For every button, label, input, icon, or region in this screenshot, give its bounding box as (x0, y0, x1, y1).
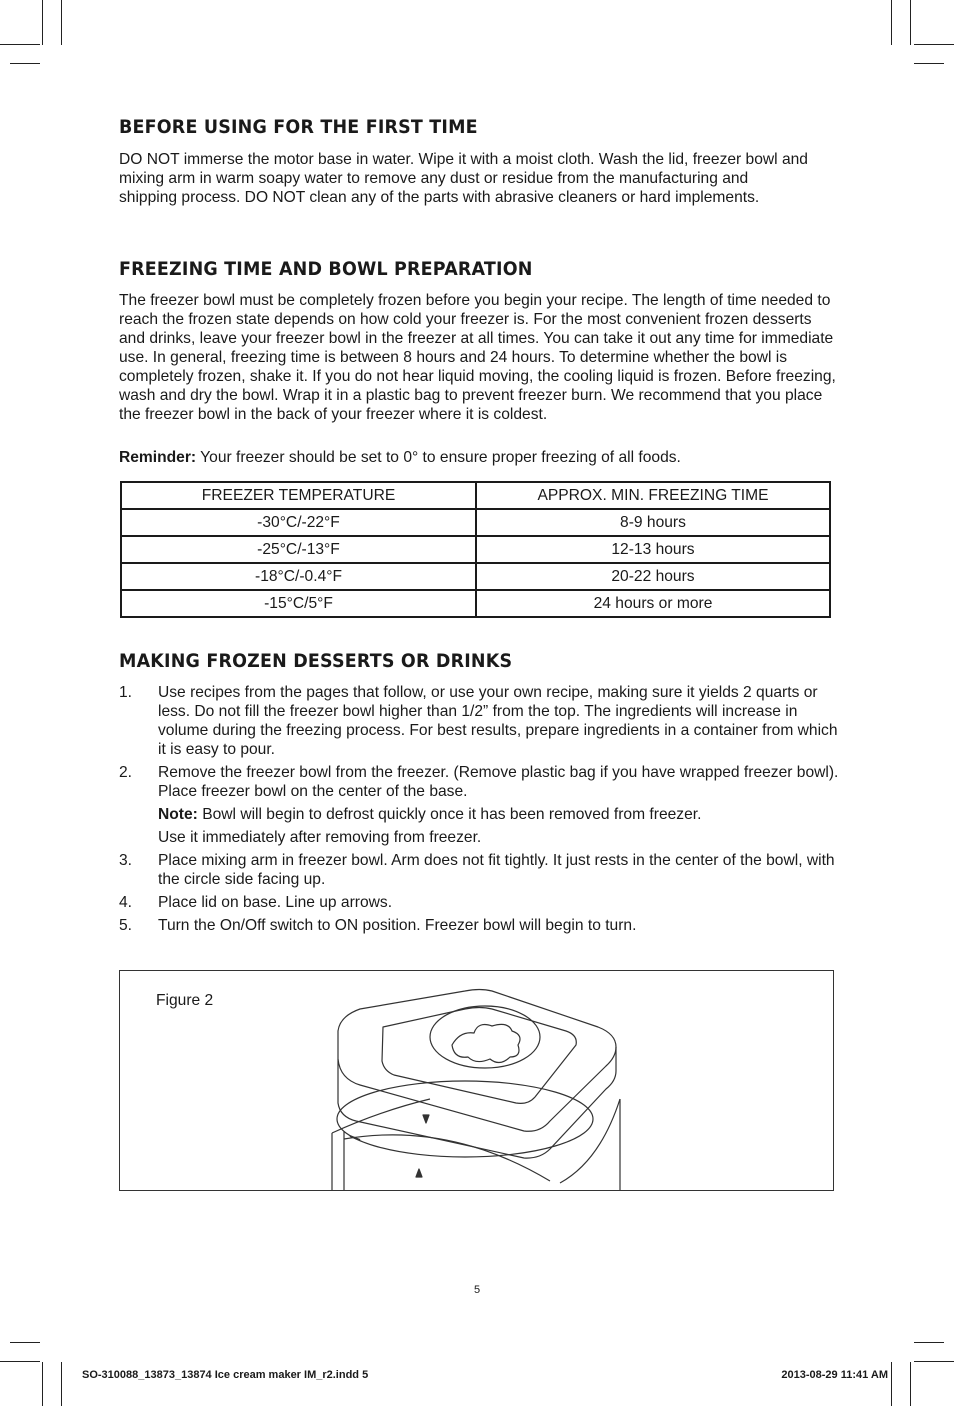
table-cell: 24 hours or more (476, 590, 830, 617)
freezing-time-body: The freezer bowl must be completely frozen before you begin your recipe. The length of time needed to reach the frozen state depends on how cold your freezer is. For the most convenient frozen desserts and drinks, leave your freezer bowl in the freezer at all times. You can take it out any time for immediate use. In general, freezing time is between 8 hours and 24 hours. To determine whether the bowl is completely frozen, shake it. If you do not hear liquid moving, the cooling liquid is frozen. Before freezing, wash and dry the bowl. Wrap it in a plastic bag to prevent freezer burn. We recommend that you place the freezer bowl in the back of your freezer where it is coldest. (119, 292, 836, 423)
crop-mark (891, 0, 892, 45)
freezing-reminder (119, 448, 841, 467)
list-item (119, 683, 839, 759)
step-note (158, 805, 839, 824)
reminder-label: Reminder: (119, 449, 197, 466)
step-number: 5. (119, 917, 133, 934)
note-label: Note: (158, 806, 198, 823)
file-slug: SO-310088_13873_13874 Ice cream maker IM_r2.indd 5 (82, 1369, 369, 1381)
step-number: 2. (119, 764, 133, 781)
table-cell: 20-22 hours (476, 563, 830, 590)
crop-mark (910, 0, 911, 45)
table-row (121, 590, 830, 617)
freezing-time-table (120, 481, 831, 618)
table-header-row (121, 482, 830, 509)
section-heading-freezing-time: FREEZING TIME AND BOWL PREPARATION (119, 258, 533, 280)
reminder-text: Your freezer should be set to 0° to ensure proper freezing of all foods. (196, 449, 681, 466)
table-cell: -18°C/-0.4°F (121, 563, 476, 590)
step-number: 4. (119, 894, 133, 911)
steps-list (119, 683, 839, 939)
list-item (119, 851, 839, 889)
list-item (119, 763, 839, 847)
table-cell: 8-9 hours (476, 509, 830, 536)
table-cell: -30°C/-22°F (121, 509, 476, 536)
table-cell: -15°C/5°F (121, 590, 476, 617)
step-text: Turn the On/Off switch to ON position. Freezer bowl will begin to turn. (158, 917, 637, 934)
page-number: 5 (473, 1284, 481, 1296)
ice-cream-maker-illustration (120, 971, 833, 1190)
list-item (119, 893, 839, 912)
table-cell: -25°C/-13°F (121, 536, 476, 563)
section-heading-making-desserts: MAKING FROZEN DESSERTS OR DRINKS (119, 650, 513, 672)
step-note-continued: Use it immediately after removing from freezer. (158, 829, 482, 846)
step-text: Place lid on base. Line up arrows. (158, 894, 393, 911)
before-first-use-body: DO NOT immerse the motor base in water. Wipe it with a moist cloth. Wash the lid, freezer bowl and mixing arm in warm soapy water to remove any dust or residue from the manufacturing and shipping process. DO NOT clean any of the parts with abrasive cleaners or hard implements. (119, 151, 808, 206)
note-text: Bowl will begin to defrost quickly once it has been removed from freezer. (197, 806, 702, 823)
table-cell: 12-13 hours (476, 536, 830, 563)
crop-mark (0, 1361, 40, 1362)
step-number: 3. (119, 852, 133, 869)
table-header-cell: FREEZER TEMPERATURE (121, 482, 476, 509)
timestamp: 2013-08-29 11:41 AM (781, 1369, 888, 1381)
section-heading-before-first-use: BEFORE USING FOR THE FIRST TIME (119, 116, 478, 138)
figure-2-box (119, 970, 834, 1191)
list-item (119, 916, 839, 935)
crop-mark (0, 44, 40, 45)
crop-mark (914, 1342, 944, 1343)
crop-mark (61, 1362, 62, 1406)
crop-mark (891, 1362, 892, 1406)
crop-mark (61, 0, 62, 45)
step-text: Place mixing arm in freezer bowl. Arm does not fit tightly. It just rests in the center of the bowl, with the circle side facing up. (158, 852, 835, 888)
crop-mark (10, 63, 40, 64)
table-row (121, 563, 830, 590)
step-text: Use recipes from the pages that follow, or use your own recipe, making sure it yields 2 quarts or less. Do not fill the freezer bowl higher than 1/2” from the top. The ingredients will increase in volume during the freezing process. For best results, prepare ingredients in a container from which it is easy to pour. (158, 684, 838, 758)
table-row (121, 509, 830, 536)
table-row (121, 536, 830, 563)
crop-mark (914, 44, 954, 45)
crop-mark (42, 0, 43, 45)
crop-mark (10, 1342, 40, 1343)
crop-mark (910, 1362, 911, 1406)
table-header-cell: APPROX. MIN. FREEZING TIME (476, 482, 830, 509)
step-number: 1. (119, 684, 133, 701)
step-text: Remove the freezer bowl from the freezer. (Remove plastic bag if you have wrapped freezer bowl). Place freezer bowl on the center of the base. (158, 764, 839, 800)
figure-label: Figure 2 (156, 992, 214, 1009)
crop-mark (914, 1361, 954, 1362)
crop-mark (42, 1362, 43, 1406)
crop-mark (914, 63, 944, 64)
